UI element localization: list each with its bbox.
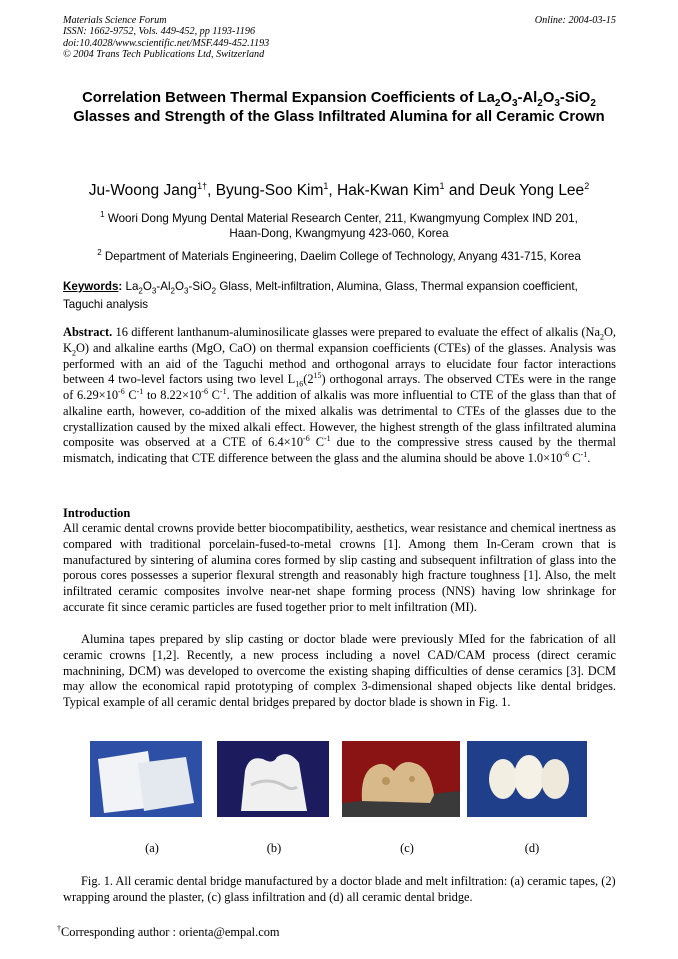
- author-list: Ju-Woong Jang$^{1\dagger}$, Byung-Soo Kim$^1$, Hak-Kwan Kim$^1$ and Deuk Yong Lee$^2$: [88, 181, 590, 200]
- keywords: Keywords: $La_2O_3-Al_2O_3-SiO_2$ Glass, Melt-infiltration, Alumina, Glass, Thermal expansion coefficient, Taguchi analysis: [63, 280, 578, 312]
- doi-line: doi:10.4028/www.scientific.net/MSF.449-452.1193: [63, 37, 270, 49]
- affiliation-2: $^2$ Department of Materials Engineering, Daelim College of Technology, Anyang 431-715, Korea: [97, 248, 581, 263]
- paper-title: Correlation Between Thermal Expansion Coefficients of $La_2O_3-Al_2O_3-SiO_2$ Glasses and Strength of the Glass Infiltrated Alumina for all Ceramic Crown: [73, 90, 605, 125]
- figure-photo-c: [342, 741, 460, 817]
- journal-name: Materials Science Forum: [63, 15, 167, 26]
- issn-line: ISSN: 1662-9752, Vols. 449-452, pp 1193-1196: [63, 26, 256, 38]
- introduction-paragraph-1: All ceramic dental crowns provide better biocompatibility, aesthetics, wear resistance and chemical inertness as compared with traditional porcelain-fused-to-metal crowns [1]. Among them In-Ceram crown that is manufactured by sintering of alumina cores formed by slip casting and subsequent infiltration of glass into the porous cores possesses a superior flexural strength and reasonably high fracture toughness [1]. Also, the melt infiltrated ceramic composites involve near-net shape forming process (NNS) having low shrinkage for accurate fit since ceramic particles are fused together prior to melt infiltration (MI).: [63, 521, 616, 614]
- online-date: Online: 2004-03-15: [534, 15, 616, 26]
- figure-photo-b: [217, 741, 329, 817]
- figure-photo-d: [467, 741, 587, 817]
- keywords-label: Keywords: [63, 280, 119, 293]
- abstract: Abstract. 16 different lanthanum-aluminosilicate glasses were prepared to evaluate the effect of alkalis ($Na_2O$, $K_2O$) and alkaline earths (MgO, CaO) on thermal expansion coefficients (CTEs) of the glasses. Analysis was performed with an aid of the Taguchi method and orthogonal arrays to elucidate four factor interactions between 4 two-level factors using two level $L_{16}(2^{15})$ orthogonal arrays. The observed CTEs were in the range of $6.29\times 10^{-6}$ $C^{-1}$ to $8.22\times 10^{-6}$ $C^{-1}$. The addition of alkalis was more influential to CTE of the glass than that of alkaline earth, however, co-addition of the mixed alkalis was detrimental to CTEs of the glasses due to the crystallization caused by the mixed alkali effect. However, the highest strength of the glass infiltrated alumina composite was observed at a CTE of $6.4\times 10^{-6}$ $C^{-1}$ due to the compressive stress caused by the thermal mismatch, indicating that CTE difference between the glass and the alumina should be above $1.0\times 10^{-6}$ $C^{-1}$.: [63, 325, 616, 465]
- figure-label-b: (b): [266, 841, 282, 855]
- figure-caption: Fig. 1. All ceramic dental bridge manufactured by a doctor blade and melt infiltration: (a) ceramic tapes, (2) wrapping around the plaster, (c) glass infiltration and (d) all ceramic dental bridge.: [63, 874, 616, 904]
- ceramic-tapes-photo: [90, 741, 202, 817]
- glass-infiltration-photo: [342, 741, 460, 817]
- figure-label-a: (a): [145, 841, 159, 855]
- journal-header: [63, 15, 269, 61]
- dental-bridge-photo: [467, 741, 587, 817]
- plaster-model-photo: [217, 741, 329, 817]
- abstract-label: Abstract.: [63, 325, 113, 339]
- figure-label-d: (d): [524, 841, 540, 855]
- figure-label-c: (c): [400, 841, 414, 855]
- copyright-line: © 2004 Trans Tech Publications Ltd, Switzerland: [63, 49, 265, 61]
- introduction-heading: Introduction: [63, 506, 131, 520]
- introduction-paragraph-2: Alumina tapes prepared by slip casting or doctor blade were previously MIed for the fabrication of all ceramic crowns [1,2]. Recently, a new process including a novel CAD/CAM process (direct ceramic machnining, DCM) was developed to overcome the existing shaping difficulties of dense ceramics [3]. DCM may allow the economical rapid prototyping of complex 3-dimensional shaped objects like dental bridges. Typical example of all ceramic dental bridges prepared by doctor blade is shown in Fig. 1.: [63, 632, 616, 709]
- corresponding-author-footnote: †Corresponding author : orienta@empal.com: [57, 924, 280, 940]
- figure-photo-a: [90, 741, 202, 817]
- affiliation-1: $^1$ Woori Dong Myung Dental Material Research Center, 211, Kwangmyung Complex IND 201, Haan-Dong, Kwangmyung 423-060, Korea: [100, 210, 578, 241]
